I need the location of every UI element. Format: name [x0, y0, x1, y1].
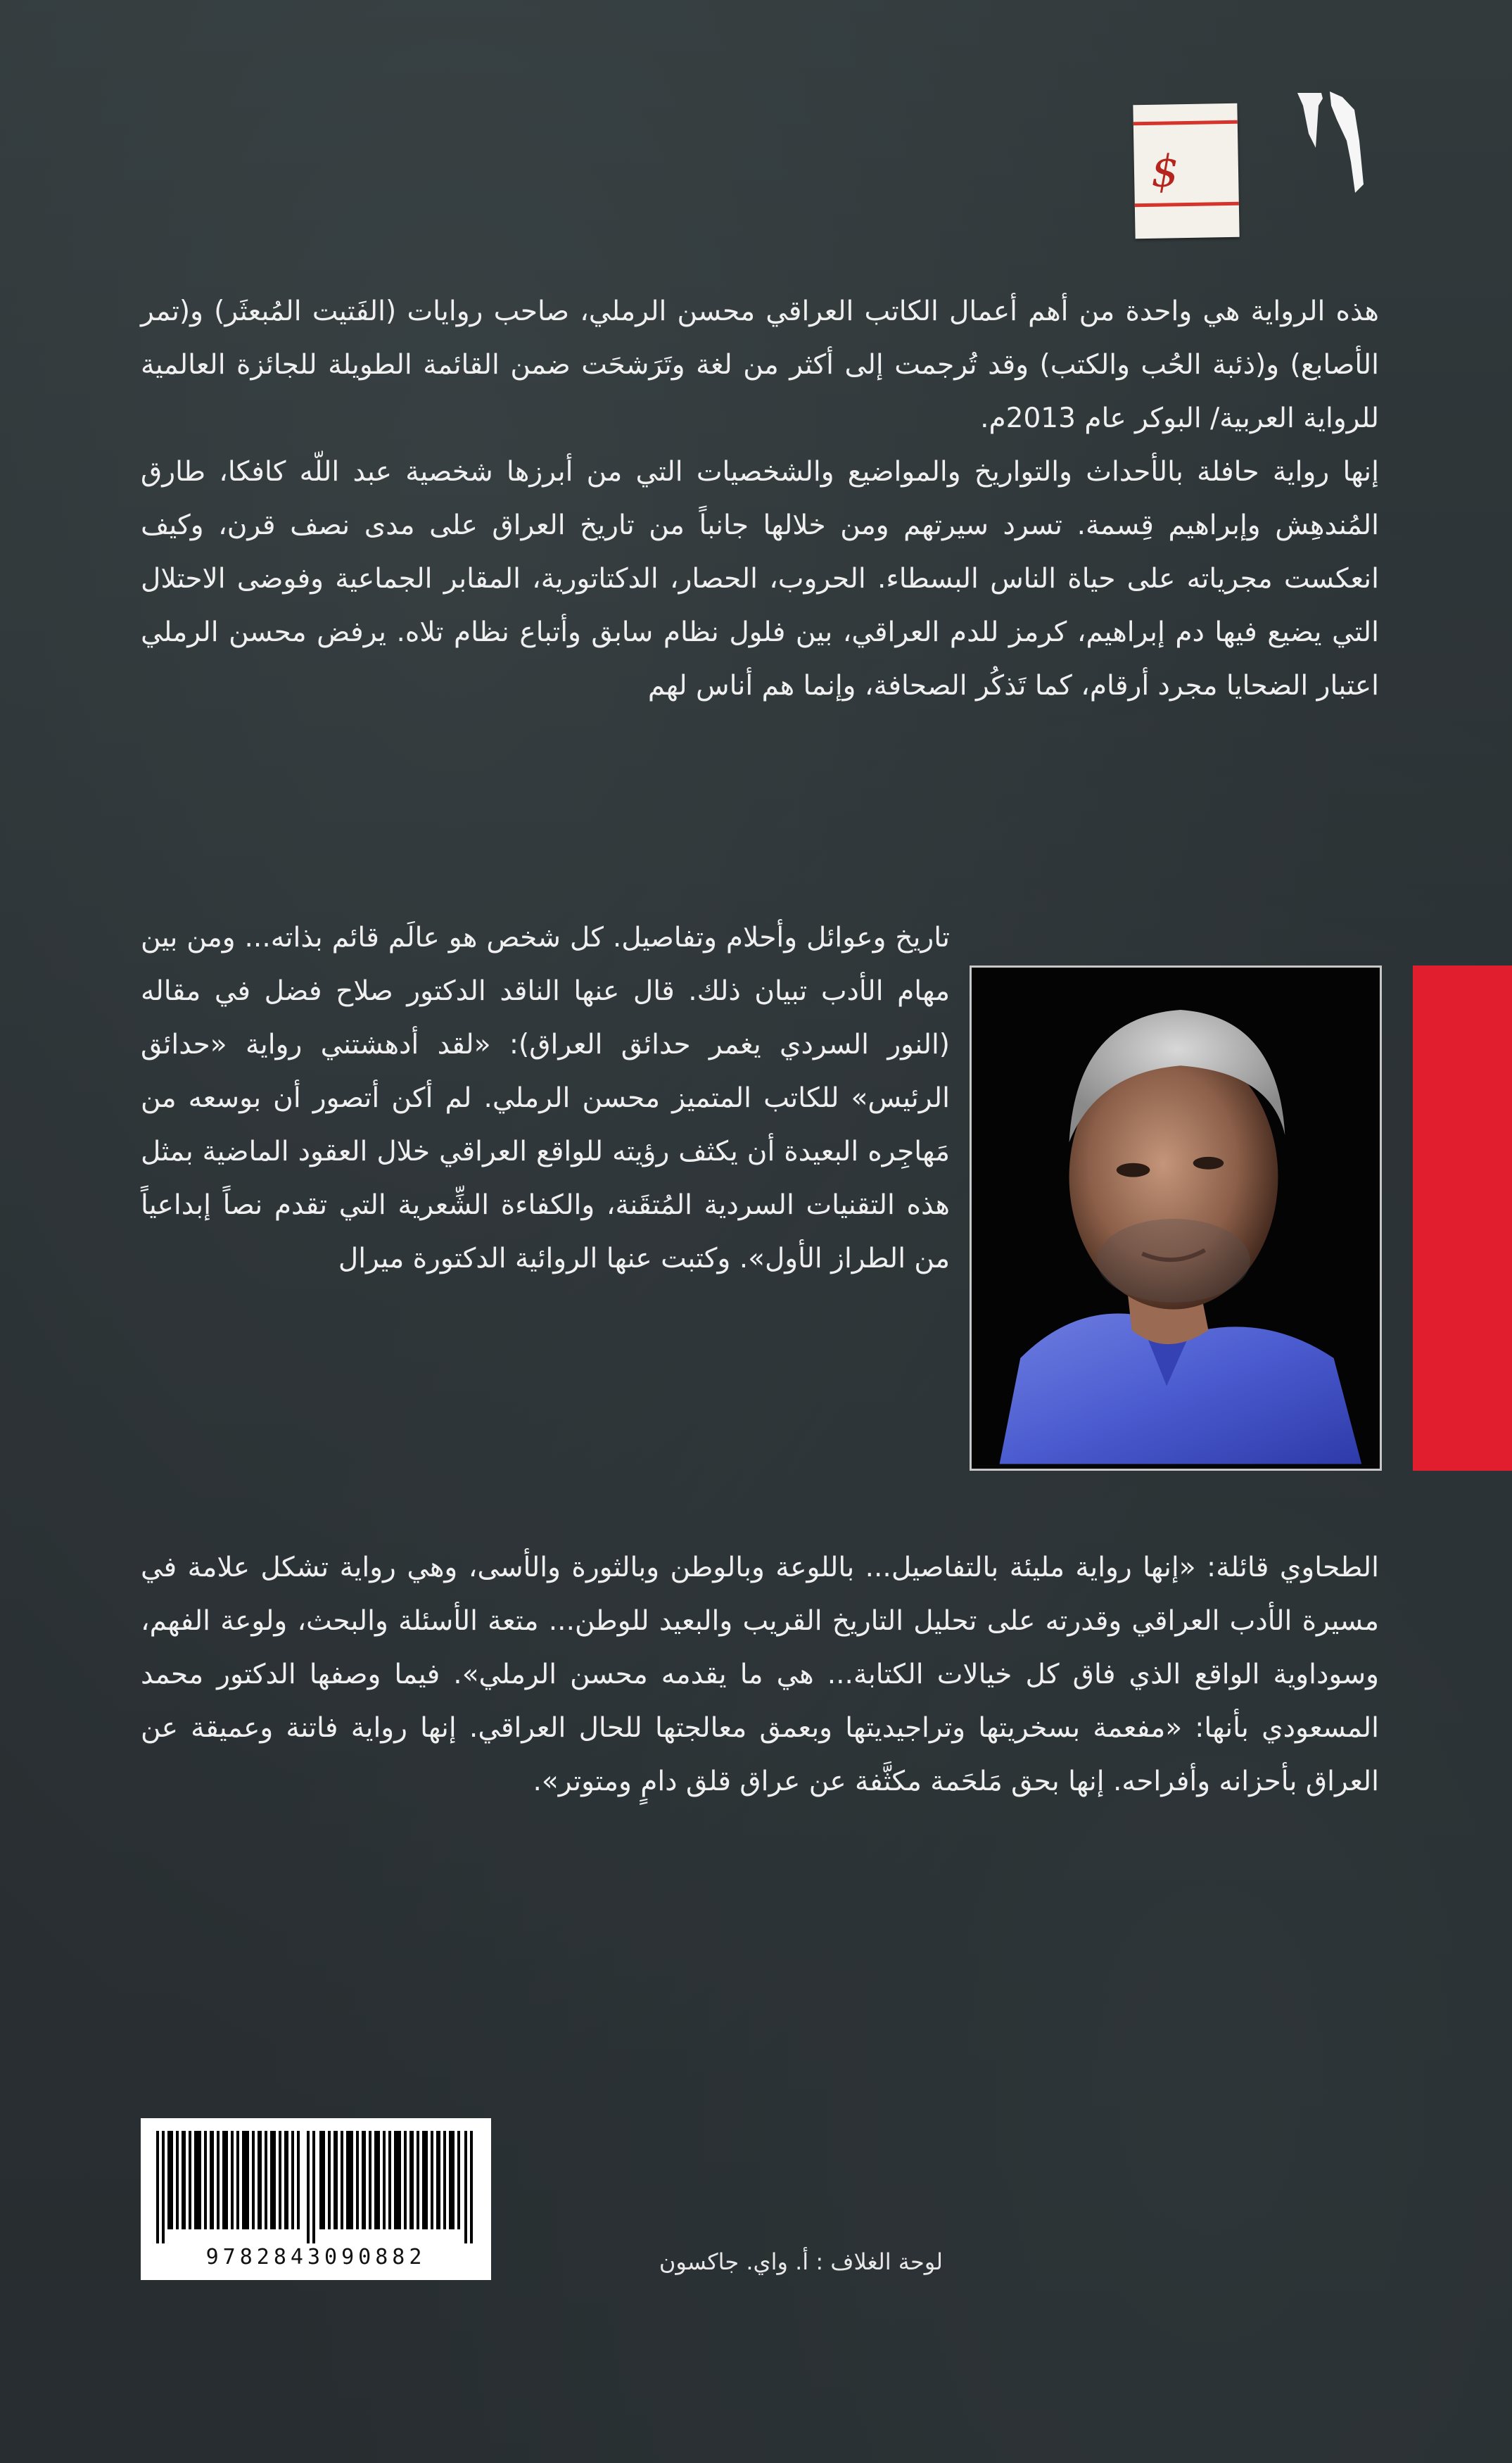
- side-text: [141, 911, 950, 1286]
- cover-credit: لوحة الغلاف : أ. واي. جاكسون: [659, 2248, 943, 2275]
- reviews-text: [141, 1541, 1379, 1809]
- sticker-red-line: [1133, 120, 1238, 126]
- side-paragraph: تاريخ وعوائل وأحلام وتفاصيل. كل شخص هو عالَم قائم بذاته... ومن بين مهام الأدب تبيان ذلك. قال عنها الناقد الدكتور صلاح فضل في مقاله (النور السردي يغمر حدائق العراق): «لقد أدهشتني رواية «حدائق الرئيس» للكاتب المتميز محسن الرملي. لم أكن أتصور أن بوسعه من مَهاجِره البعيدة أن يكثف رؤيته للواقع العراقي خلال العقود الماضية بمثل هذه التقنيات السردية المُتقَنة، والكفاءة الشِّعرية التي تقدم نصاً إبداعياً من الطراز الأول». وكتبت عنها الروائية الدكتورة ميرال: [141, 922, 950, 1274]
- isbn-barcode: [141, 2118, 491, 2280]
- sticker-red-line: [1135, 202, 1239, 208]
- author-photo: [970, 965, 1382, 1471]
- torn-label-remnant: [1288, 0, 1365, 211]
- intro-text: [141, 285, 1379, 713]
- intro-paragraph: هذه الرواية هي واحدة من أهم أعمال الكاتب العراقي محسن الرملي، صاحب روايات (الفَتيت المُبعثَر) و(تمر الأصابع) و(ذئبة الحُب والكتب) وقد تُرجمت إلى أكثر من لغة وتَرَشحَت ضمن القائمة الطويلة للجائزة العالمية للرواية العربية/ البوكر عام 2013م.: [141, 296, 1379, 434]
- price-symbol: $: [1150, 145, 1180, 197]
- description-paragraph: إنها رواية حافلة بالأحداث والتواريخ والمواضيع والشخصيات التي من أبرزها شخصية عبد اللّه كافكا، طارق المُندهِش وإبراهيم قِسمة. تسرد سيرتهم ومن خلالها جانباً من تاريخ العراق على مدى نصف قرن، وكيف انعكست مجرياته على حياة الناس البسطاء. الحروب، الحصار، الدكتاتورية، المقابر الجماعية وفوضى الاحتلال التي يضيع فيها دم إبراهيم، كرمز للدم العراقي، بين فلول نظام سابق وأتباع نظام تلاه. يرفض محسن الرملي اعتبار الضحايا مجرد أرقام، كما تَذكُر الصحافة، وإنما هم أناس لهم: [141, 456, 1379, 702]
- price-sticker: [1133, 103, 1239, 239]
- red-accent-band: [1413, 965, 1512, 1471]
- isbn-number: 9782843090882: [205, 2245, 426, 2269]
- author-portrait-image: [972, 968, 1376, 1464]
- reviews-paragraph: الطحاوي قائلة: «إنها رواية مليئة بالتفاصيل... باللوعة وبالوطن وبالثورة والأسى، وهي رواية تشكل علامة في مسيرة الأدب العراقي وقدرته على تحليل التاريخ القريب والبعيد للوطن... متعة الأسئلة والبحث، ولوعة الفهم، وسوداوية الواقع الذي فاق كل خيالات الكتابة... هي ما يقدمه محسن الرملي». فيما وصفها الدكتور محمد المسعودي بأنها: «مفعمة بسخريتها وتراجيديتها وبعمق معالجتها للحال العراقي. إنها رواية فاتنة وعميقة عن العراق بأحزانه وأفراحه. إنها بحق مَلحَمة مكثَّفة عن عراق قلق دامٍ ومتوتر».: [141, 1552, 1379, 1797]
- barcode-bars: [156, 2131, 476, 2243]
